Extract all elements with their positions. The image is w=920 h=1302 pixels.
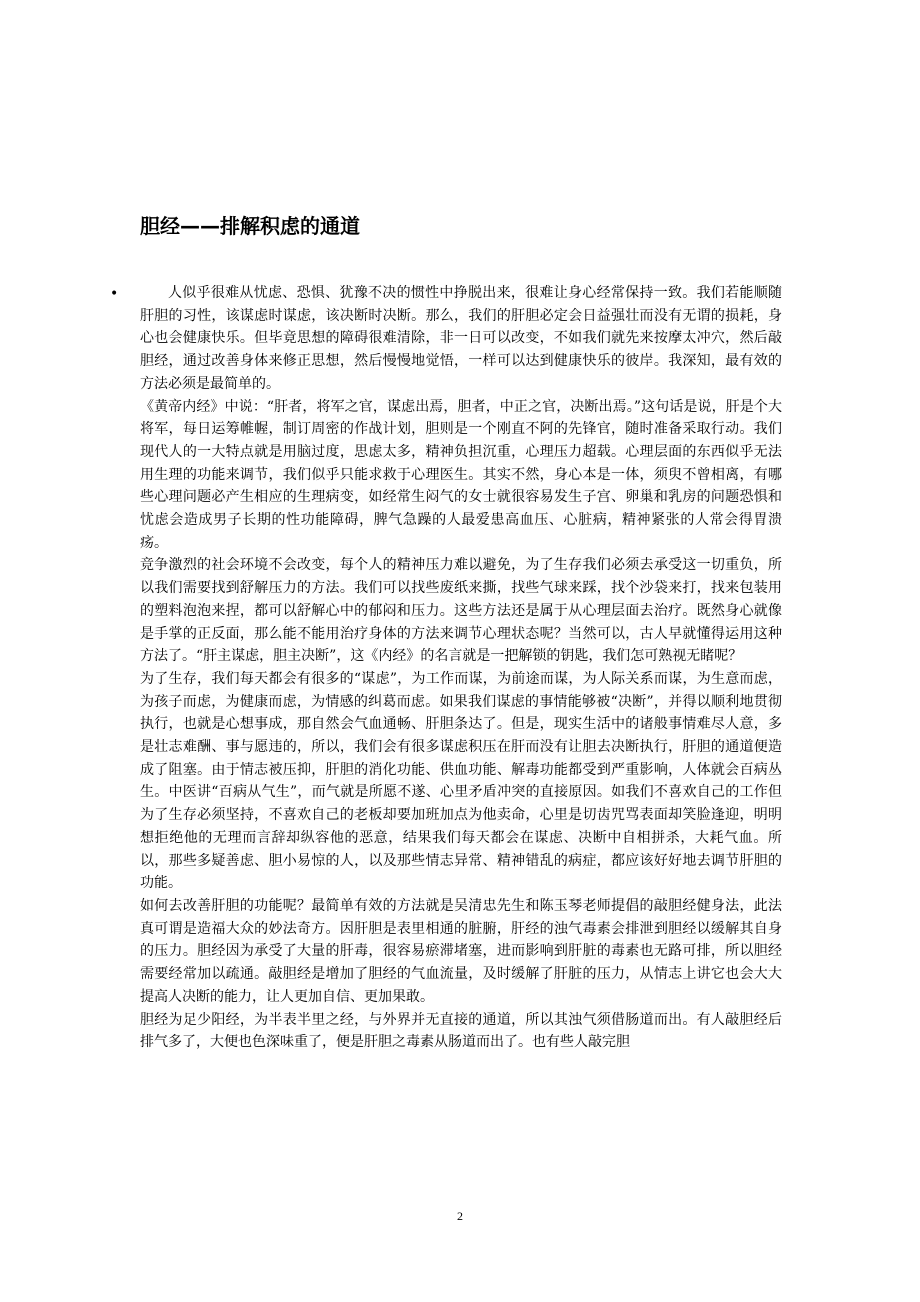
paragraph-6: 胆经为足少阳经，为半表半里之经，与外界并无直接的通道，所以其浊气须借肠道而出。有人敲胆经后排气多了，大便也色深味重了，便是肝胆之毒素从肠道而出了。也有些人敲完胆 [140, 1011, 782, 1051]
page-number: 2 [457, 1209, 463, 1223]
page-title: 胆经——排解积虑的通道 [140, 214, 360, 238]
body-text [140, 282, 782, 1054]
paragraph-3: 竞争激烈的社会环境不会改变，每个人的精神压力难以避免，为了生存我们必须去承受这一切重负，所以我们需要找到舒解压力的方法。我们可以找些废纸来撕，找些气球来踩，找个沙袋来打，找来包装用的塑料泡泡来捏，都可以舒解心中的郁闷和压力。这些方法还是属于从心理层面去治疗。既然身心就像是手掌的正反面，那么能不能用治疗身体的方法来调节心理状态呢？当然可以，古人早就懂得运用这种方法了。“肝主谋虑，胆主决断”，这《内经》的名言就是一把解锁的钥匙，我们怎可熟视无睹呢？ [140, 557, 782, 665]
paragraph-5: 如何去改善肝胆的功能呢？最简单有效的方法就是吴清忠先生和陈玉琴老师提倡的敲胆经健身法，此法真可谓是造福大众的妙法奇方。因肝胆是表里相通的脏腑，肝经的浊气毒素会排泄到胆经以缓解其自身的压力。胆经因为承受了大量的肝毒，很容易瘀滞堵塞，进而影响到肝脏的毒素也无路可排，所以胆经需要经常加以疏通。敲胆经是增加了胆经的气血流量，及时缓解了肝脏的压力，从情志上讲它也会大大提高人决断的能力，让人更加自信、更加果敢。 [140, 897, 782, 1005]
paragraph-2: 《黄帝内经》中说：“肝者，将军之官，谋虑出焉，胆者，中正之官，决断出焉。”这句话是说，肝是个大将军，每日运筹帷幄，制订周密的作战计划，胆则是一个刚直不阿的先锋官，随时准备采取行动。我们现代人的一大特点就是用脑过度，思虑太多，精神负担沉重，心理压力超载。心理层面的东西似乎无法用生理的功能来调节，我们似乎只能求救于心理医生。其实不然，身心本是一体，须臾不曾相离，有哪些心理问题必产生相应的生理病变，如经常生闷气的女士就很容易发生子宫、卵巢和乳房的问题恐惧和忧虑会造成男子长期的性功能障碍，脾气急躁的人最爱患高血压、心脏病，精神紧张的人常会得胃溃疡。 [140, 398, 782, 551]
list-bullet: • [110, 286, 119, 302]
paragraph-4: 为了生存，我们每天都会有很多的“谋虑”，为工作而谋，为前途而谋，为人际关系而谋，为生意而虑，为孩子而虑，为健康而虑，为情感的纠葛而虑。如果我们谋虑的事情能够被“决断”，并得以顺利地贯彻执行，也就是心想事成，那自然会气血通畅、肝胆条达了。但是，现实生活中的诸般事情难尽人意，多是壮志难酬、事与愿违的，所以，我们会有很多谋虑积压在肝而没有让胆去决断执行，肝胆的通道便造成了阻塞。由于情志被压抑，肝胆的消化功能、供血功能、解毒功能都受到严重影响，人体就会百病丛生。中医讲“百病从气生”，而气就是所愿不遂、心里矛盾冲突的直接原因。如我们不喜欢自己的工作但为了生存必须坚持，不喜欢自己的老板却要加班加点为他卖命，心里是切齿咒骂表面却笑脸逢迎，明明想拒绝他的无理而言辞却纵容他的恶意，结果我们每天都会在谋虑、决断中自相拼杀，大耗气血。所以，那些多疑善虑、胆小易惊的人，以及那些情志异常、精神错乱的病症，都应该好好地去调节肝胆的功能。 [140, 670, 782, 892]
paragraph-1: 人似乎很难从忧虑、恐惧、犹豫不决的惯性中挣脱出来，很难让身心经常保持一致。我们若能顺随肝胆的习性，该谋虑时谋虑，该决断时决断。那么，我们的肝胆必定会日益强壮而没有无谓的损耗，身心也会健康快乐。但毕竟思想的障碍很难清除，非一日可以改变，不如我们就先来按摩太冲穴，然后敲胆经，通过改善身体来修正思想，然后慢慢地觉悟，一样可以达到健康快乐的彼岸。我深知，最有效的方法必须是最简单的。 [140, 285, 782, 392]
